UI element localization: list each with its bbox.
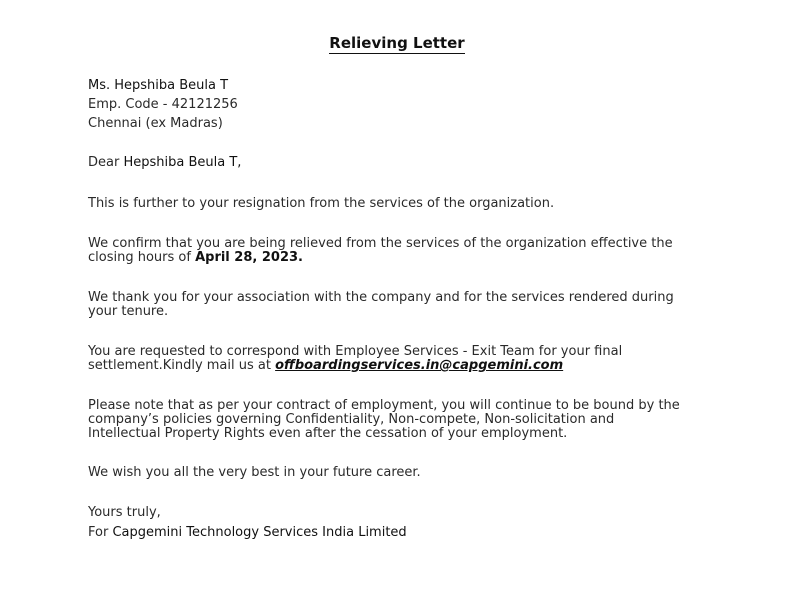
recipient-location: Chennai (ex Madras) <box>88 116 223 131</box>
salutation <box>88 155 241 170</box>
paragraph-wishes: We wish you all the very best in your future career. <box>88 465 421 480</box>
letter-title <box>0 34 794 52</box>
paragraph-relieved-line2 <box>88 250 303 265</box>
settlement-prefix: settlement.Kindly mail us at <box>88 358 276 373</box>
paragraph-settlement-line2 <box>88 358 563 373</box>
salutation-prefix: Dear <box>88 155 124 170</box>
letter-title-text: Relieving Letter <box>329 34 465 52</box>
company-name: Capgemini Technology Services India Limited <box>112 525 407 540</box>
paragraph-thanks-line1: We thank you for your association with the company and for the services rendered during <box>88 290 674 305</box>
paragraph-relieved-line1: We confirm that you are being relieved from the services of the organization effective the <box>88 236 673 251</box>
offboarding-email-link[interactable]: offboardingservices.in@capgemini.com <box>275 358 564 373</box>
relieved-prefix: closing hours of <box>88 250 196 265</box>
paragraph-policies-line3: Intellectual Property Rights even after the cessation of your employment. <box>88 426 568 441</box>
closing-yours-truly: Yours truly, <box>88 505 161 520</box>
relieving-date: April 28, 2023. <box>195 250 303 265</box>
paragraph-settlement-line1: You are requested to correspond with Employee Services - Exit Team for your final <box>88 344 623 359</box>
closing-company <box>88 525 407 540</box>
recipient-name: Ms. Hepshiba Beula T <box>88 78 229 93</box>
recipient-emp-code: Emp. Code - 42121256 <box>88 97 238 112</box>
paragraph-policies-line1: Please note that as per your contract of employment, you will continue to be bound by the <box>88 398 680 413</box>
paragraph-thanks-line2: your tenure. <box>88 304 169 319</box>
closing-for-prefix: For <box>88 525 113 540</box>
salutation-name: Hepshiba Beula T, <box>123 155 242 170</box>
paragraph-resignation: This is further to your resignation from the services of the organization. <box>88 196 555 211</box>
paragraph-policies-line2: company’s policies governing Confidentiality, Non-compete, Non-solicitation and <box>88 412 615 427</box>
